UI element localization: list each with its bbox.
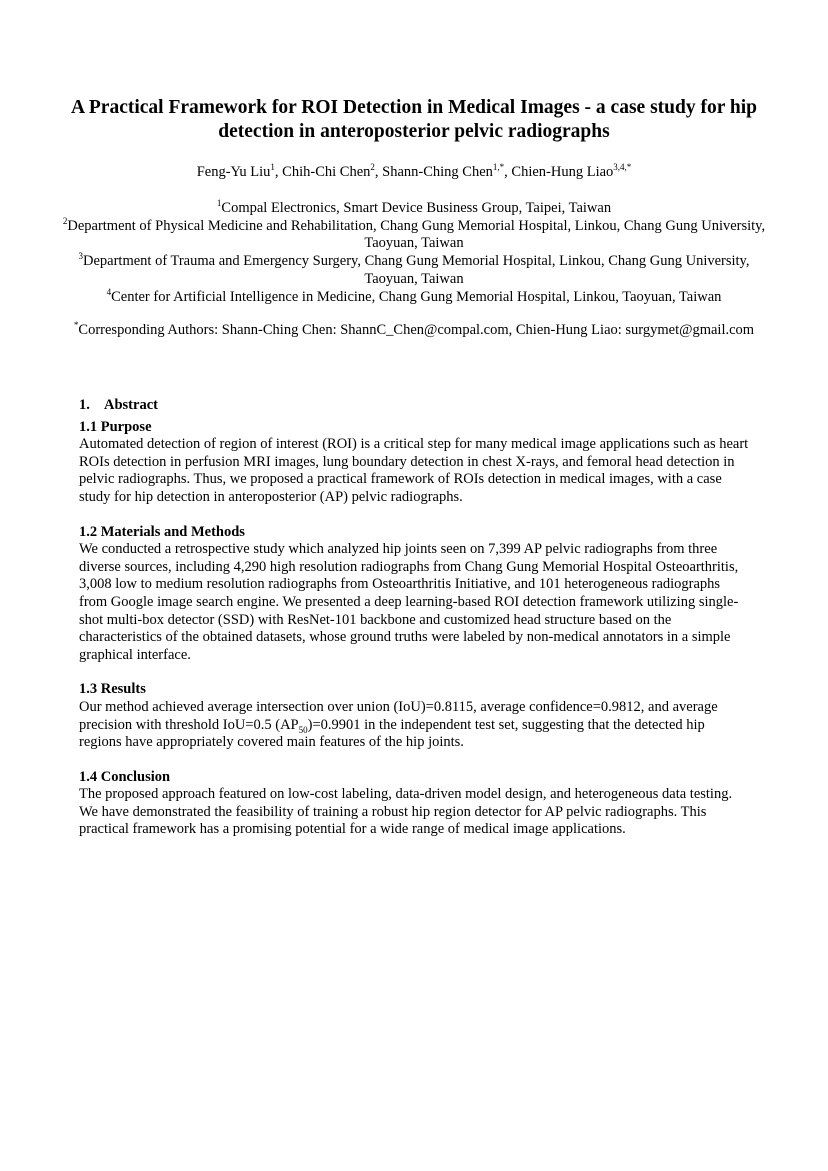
conclusion-text: The proposed approach featured on low-cost labeling, data-driven model design, and heterogeneous data testing. We have demonstrated the feasibility of training a robust hip region detector for AP pelvic radiographs. This practical framework has a promising potential for a wide range of medical image applications. <box>79 786 733 838</box>
affiliation <box>60 200 768 218</box>
affiliation-list <box>60 200 768 306</box>
affiliation-text: Department of Physical Medicine and Rehabilitation, Chang Gung Memorial Hospital, Linkou, Chang Gung University, Taoyuan, Taiwan <box>67 217 766 252</box>
affiliation-text: Department of Trauma and Emergency Surgery, Chang Gung Memorial Hospital, Linkou, Chang Gung University, Taoyuan, Taiwan <box>83 253 750 287</box>
author-name: Feng-Yu Liu <box>196 164 271 180</box>
methods-text: We conducted a retrospective study which analyzed hip joints seen on 7,399 AP pelvic radiographs from three diverse sources, including 4,290 high resolution radiographs from Chang Gung Memorial Hospital Osteoarthritis, 3,008 low to medium resolution radiographs from Osteoarthritis Initiative, and 101 heterogeneous radiographs from Google image search engine. We presented a deep learning-based ROI detection framework utilizing single-shot multi-box detector (SSD) with ResNet-101 backbone and customized head structure based on the characteristics of the obtained datasets, whose ground truths were labeled by non-medical annotators in a simple graphical interface. <box>79 541 739 663</box>
abstract-heading <box>79 397 751 415</box>
author-affiliation-mark: 2 <box>370 162 375 173</box>
results-text <box>79 699 751 752</box>
purpose-text: Automated detection of region of interest (ROI) is a critical step for many medical image applications such as heart ROIs detection in perfusion MRI images, lung boundary detection in chest X-rays, and femoral head detection in pelvic radiographs. Thus, we proposed a practical framework of ROIs detection in medical images, with a case study for hip detection in anteroposterior (AP) pelvic radiographs. <box>79 436 749 505</box>
corresponding-mark: * <box>73 320 79 331</box>
affiliation <box>60 215 768 253</box>
author-affiliation-mark: 1,* <box>492 162 505 173</box>
purpose-heading: 1.1 Purpose <box>79 418 152 435</box>
author-name: Chien-Hung Liao <box>511 164 614 180</box>
affiliation-mark: 2 <box>62 215 68 226</box>
affiliation-text: Compal Electronics, Smart Device Business Group, Taipei, Taiwan <box>221 200 612 216</box>
conclusion-heading: 1.4 Conclusion <box>79 768 171 785</box>
section-title: Abstract <box>104 397 158 413</box>
ap-subscript: 50 <box>298 724 308 735</box>
results-heading: 1.3 Results <box>79 681 146 698</box>
author-affiliation-mark: 3,4,* <box>613 162 632 173</box>
author-list: Feng-Yu Liu$^1$, Chih-Chi Chen$^2$, Shann-Ching Chen$^{1,*}$, Chien-Hung Liao$^{3,4,*}$ <box>196 162 632 180</box>
affiliation-text: Center for Artificial Intelligence in Medicine, Chang Gung Memorial Hospital, Linkou, Taoyuan, Taiwan <box>111 288 722 305</box>
affiliation <box>60 253 768 288</box>
affiliation <box>60 286 768 307</box>
author-name: Shann-Ching Chen <box>382 164 493 180</box>
methods-heading: 1.2 Materials and Methods <box>79 523 245 540</box>
corresponding-text: Corresponding Authors: Shann-Ching Chen: ShannC_Chen@compal.com, Chien-Hung Liao: surgymet@gmail.com <box>78 322 755 338</box>
affiliation-mark: 4 <box>106 286 112 297</box>
author-affiliation-mark: 1 <box>270 162 275 173</box>
abstract-section <box>79 397 751 856</box>
section-number: 1. <box>79 397 90 413</box>
results-text-end: )=0.9901 in the independent test set, suggesting that the detected hip regions have appropriately covered main features of the hip joints. <box>79 716 705 751</box>
affiliation-mark: 3 <box>78 251 83 262</box>
author-name: Chih-Chi Chen <box>282 164 371 180</box>
paper-title: A Practical Framework for ROI Detection in Medical Images - a case study for hip detection in anteroposterior pelvic radiographs <box>71 97 757 142</box>
results-text-start: Our method achieved average intersection over union (IoU)=0.8115, average confidence=0.9812, and average precision with threshold IoU=0.5 (AP <box>79 698 718 733</box>
affiliation-mark: 1 <box>216 198 222 209</box>
corresponding-authors <box>60 322 768 340</box>
